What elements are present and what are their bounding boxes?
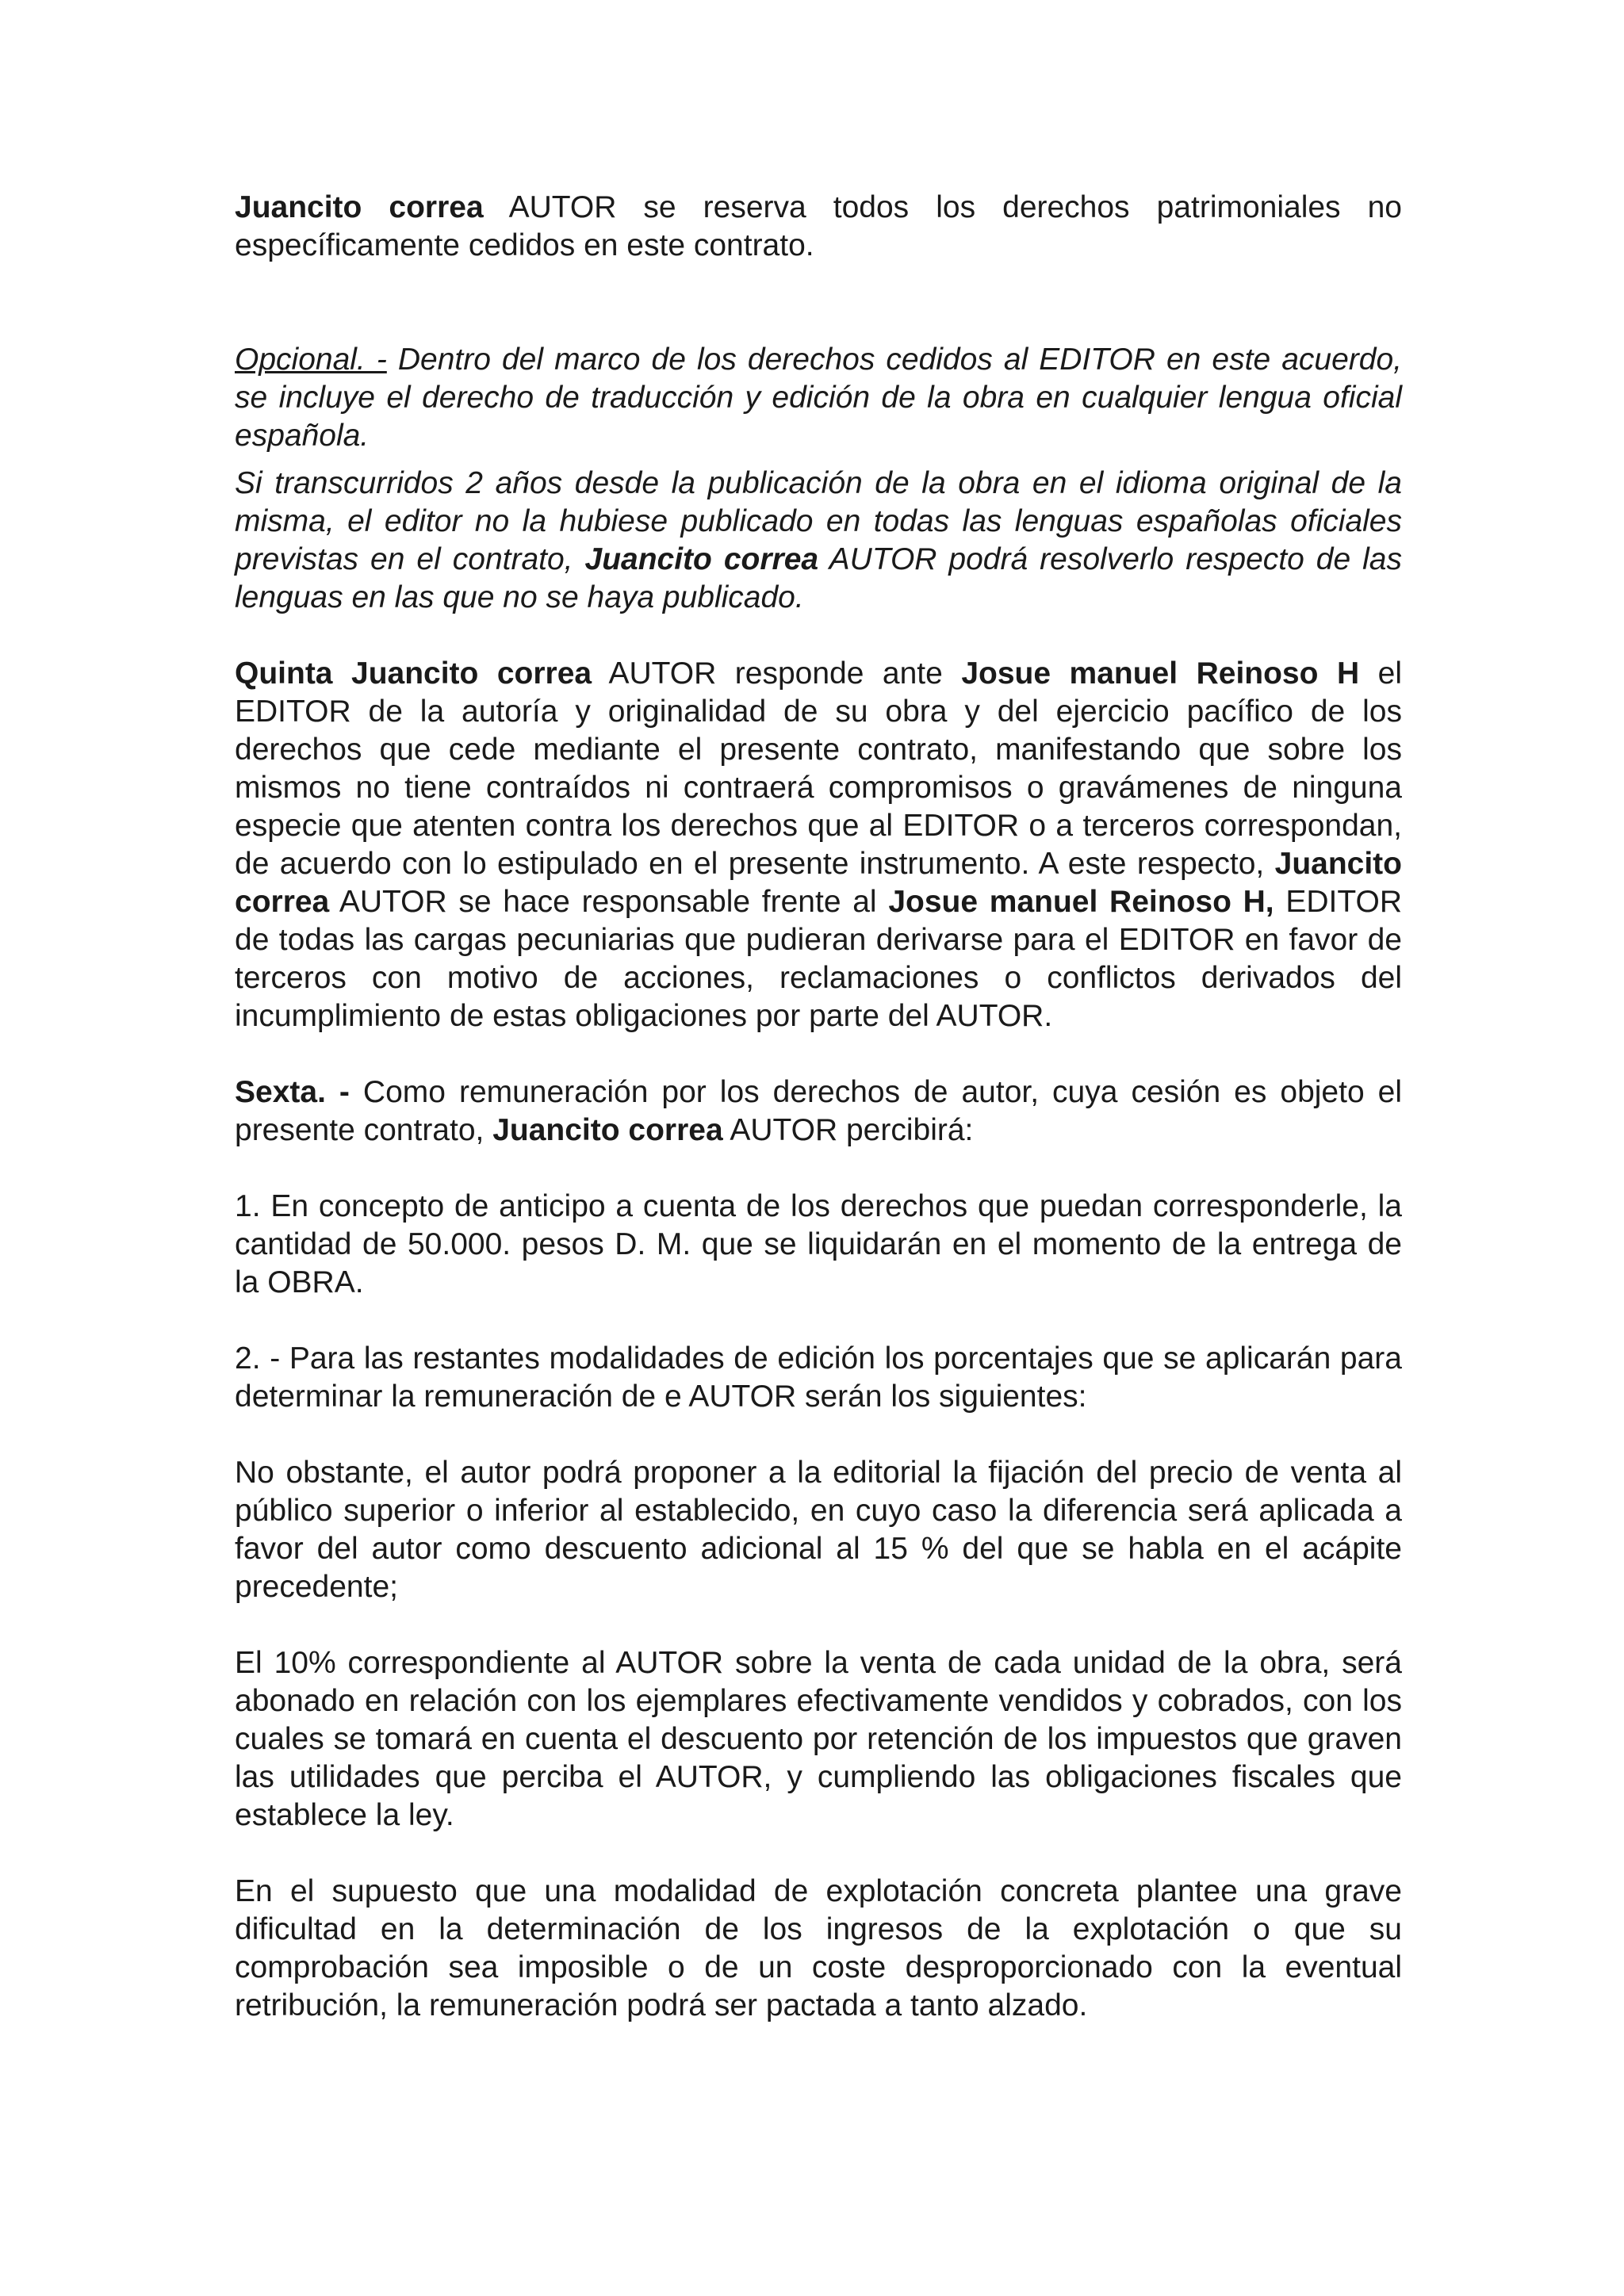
paragraph-text: Dentro del marco de los derechos cedidos al EDITOR en este acuerdo, se incluye el derecho de traducción y edición de la obra en cualquier lengua oficial española. (235, 342, 1402, 453)
paragraph-text: AUTOR percibirá: (722, 1113, 974, 1147)
paragraph-text: AUTOR se hace responsable frente al (329, 885, 889, 919)
editor-name: Josue manuel Reinoso H, (888, 885, 1274, 919)
paragraph-retail-price: No obstante, el autor podrá proponer a la editorial la fijación del precio de venta al público superior o inferior al establecido, en cuyo caso la diferencia será aplicada a favor del autor como descuento adicional al 15 % del que se habla en el acápite precedente; (235, 1456, 1402, 1604)
clause-label-sexta: Sexta. - (235, 1075, 350, 1109)
paragraph-clause-quinta (235, 655, 1402, 1035)
paragraph-text: AUTOR se reserva todos los derechos patrimoniales no específicamente cedidos en este contrato. (235, 190, 1402, 262)
paragraph-lump-sum: En el supuesto que una modalidad de explotación concreta plantee una grave dificultad en la determinación de los ingresos de la explotación o que su comprobación sea imposible o de un coste desproporcionado con la eventual retribución, la remuneración podrá ser pactada a tanto alzado. (235, 1874, 1402, 2022)
author-name: Juancito correa (584, 542, 819, 576)
paragraph-clause-sexta (235, 1073, 1402, 1150)
paragraph-other-modalities: 2. - Para las restantes modalidades de edición los porcentajes que se aplicarán para determinar la remuneración de e AUTOR serán los siguientes: (235, 1341, 1402, 1414)
paragraph-optional-clause (235, 341, 1402, 455)
paragraph-text: Como remuneración por los derechos de autor, cuya cesión es objeto el presente contrato, (235, 1075, 1403, 1147)
document-page (235, 189, 1402, 2025)
paragraph-text: EDITOR de todas las cargas pecuniarias que pudieran derivarse para el EDITOR en favor de terceros con motivo de acciones, reclamaciones o conflictos derivados del incumplimiento de estas obligaciones por parte del AUTOR. (235, 885, 1403, 1033)
clause-label-quinta: Quinta Juancito correa (235, 656, 592, 691)
paragraph-text: el EDITOR de la autoría y originalidad de su obra y del ejercicio pacífico de los derechos que cede mediante el presente contrato, manifestando que sobre los mismos no tiene contraídos ni contraerá compromisos o gravámenes de ninguna especie que atenten contra los derechos que al EDITOR o a terceros correspondan, de acuerdo con lo estipulado en el presente instrumento. A este respecto, (235, 656, 1402, 881)
paragraph-text: AUTOR responde ante (592, 656, 962, 691)
paragraph-ten-percent: El 10% correspondiente al AUTOR sobre la venta de cada unidad de la obra, será abonado en relación con los ejemplares efectivamente vendidos y cobrados, con los cuales se tomará en cuenta el descuento por retención de los impuestos que graven las utilidades que perciba el AUTOR, y cumpliendo las obligaciones fiscales que establece la ley. (235, 1646, 1402, 1832)
author-name: Juancito correa (235, 847, 1402, 919)
author-name: Juancito correa (235, 190, 484, 224)
paragraph-translation-term (235, 465, 1402, 617)
paragraph-text: AUTOR podrá resolverlo respecto de las lenguas en las que no se haya publicado. (235, 542, 1403, 614)
paragraph-advance-payment: 1. En concepto de anticipo a cuenta de los derechos que puedan corresponderle, la cantidad de 50.000. pesos D. M. que se liquidarán en el momento de la entrega de la OBRA. (235, 1189, 1402, 1299)
clause-label-optional: Opcional. - (235, 342, 387, 377)
paragraph-text: Si transcurridos 2 años desde la publicación de la obra en el idioma original de la misma, el editor no la hubiese publicado en todas las lenguas españolas oficiales previstas en el contrato, (235, 466, 1402, 576)
paragraph-reserved-rights (235, 189, 1402, 265)
author-name: Juancito correa (492, 1113, 723, 1147)
editor-name: Josue manuel Reinoso H (961, 656, 1360, 691)
